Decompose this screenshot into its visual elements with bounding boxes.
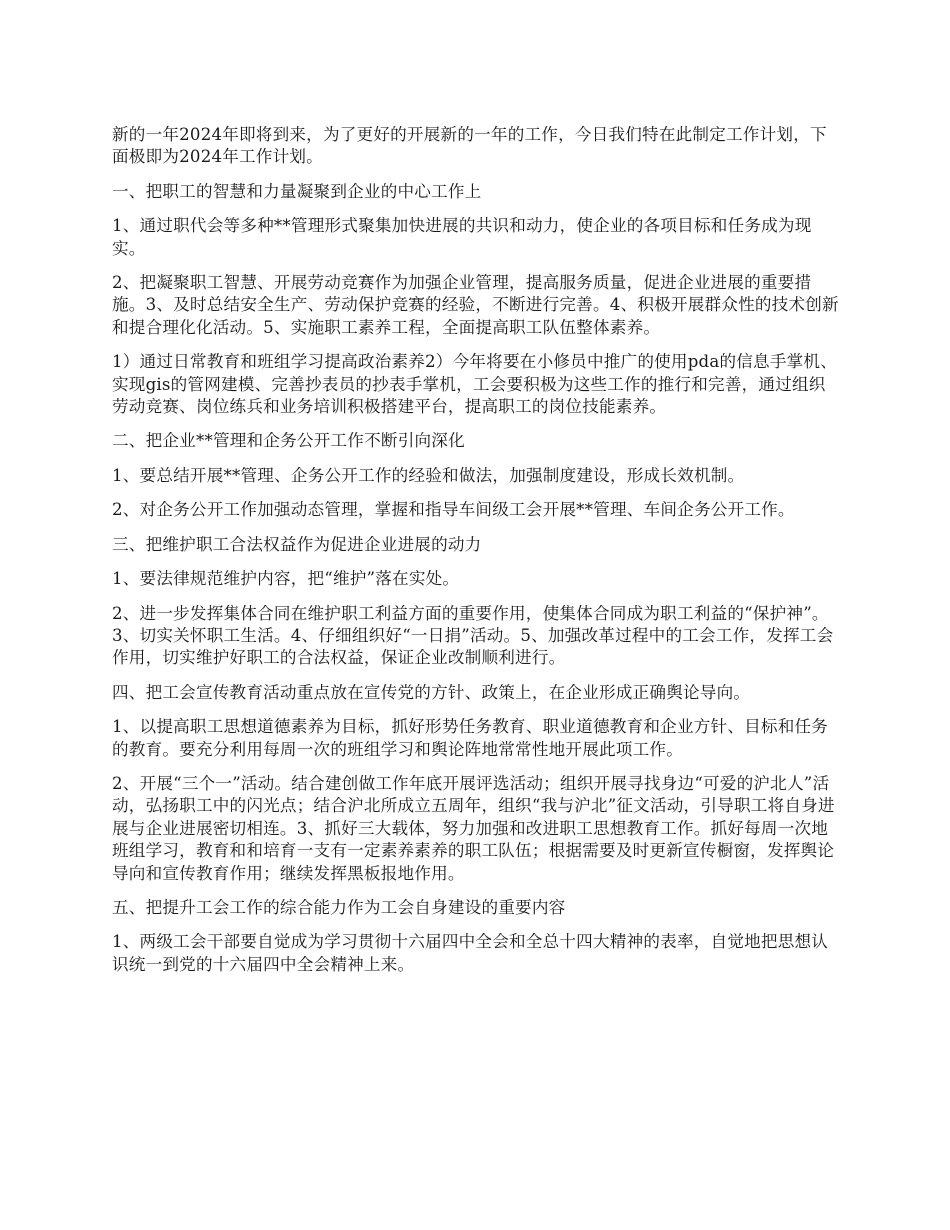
paragraph: 1、要总结开展**管理、企务公开工作的经验和做法，加强制度建设，形成长效机制。 bbox=[112, 465, 745, 485]
paragraph: 1、两级工会干部要自觉成为学习贯彻十六届四中全会和全总十四大精神的表率，自觉地把思想认识统一到党的十六届四中全会精神上来。 bbox=[112, 932, 829, 974]
section-heading-1: 一、把职工的智慧和力量凝聚到企业的中心工作上 bbox=[112, 181, 482, 201]
intro-paragraph: 新的一年2024年即将到来，为了更好的开展新的一年的工作，今日我们特在此制定工作计划，下面极即为2024年工作计划。 bbox=[112, 125, 827, 167]
paragraph: 2、开展“三个一”活动。结合建创做工作年底开展评选活动；组织开展寻找身边“可爱的沪北人”活动，弘扬职工中的闪光点；结合沪北所成立五周年，组织“我与沪北”征文活动，引导职工将自身进展与企业进展密切相连。3、抓好三大载体，努力加强和改进职工思想教育工作。抓好每周一次地班组学习，教育和和培育一支有一定素养素养的职工队伍；根据需要及时更新宣传橱窗，发挥舆论导向和宣传教育作用；继续发挥黑板报地作用。 bbox=[112, 773, 835, 883]
paragraph: 1、以提高职工思想道德素养为目标，抓好形势任务教育、职业道德教育和企业方针、目标和任务的教育。要充分利用每周一次的班组学习和舆论阵地常常性地开展此项工作。 bbox=[112, 717, 829, 759]
paragraph: 1、通过职代会等多种**管理形式聚集加快进展的共识和动力，使企业的各项目标和任务成为现实。 bbox=[112, 216, 812, 258]
paragraph: 2、把凝聚职工智慧、开展劳动竞赛作为加强企业管理，提高服务质量，促进企业进展的重要措施。3、及时总结安全生产、劳动保护竞赛的经验，不断进行完善。4、积极开展群众性的技术创新和提合理化化活动。5、实施职工素养工程，全面提高职工队伍整体素养。 bbox=[112, 273, 839, 337]
paragraph: 1）通过日常教育和班组学习提高政治素养2）今年将要在小修员中推广的使用pda的信息手掌机、实现gis的管网建模、完善抄表员的抄表手掌机，工会要积极为这些工作的推行和完善，通过组织劳动竞赛、岗位练兵和业务培训积极搭建平台，提高职工的岗位技能素养。 bbox=[112, 352, 837, 417]
section-heading-3: 三、把维护职工合法权益作为促进企业进展的动力 bbox=[112, 534, 482, 554]
section-heading-5: 五、把提升工会工作的综合能力作为工会自身建设的重要内容 bbox=[112, 897, 566, 917]
section-heading-4: 四、把工会宣传教育活动重点放在宣传党的方针、政策上，在企业形成正确舆论导向。 bbox=[112, 682, 751, 702]
paragraph: 1、要法律规范维护内容，把“维护”落在实处。 bbox=[112, 569, 460, 589]
paragraph: 2、进一步发挥集体合同在维护职工利益方面的重要作用，使集体合同成为职工利益的“保护神”。3、切实关怀职工生活。4、仔细组织好“一日捐”活动。5、加强改革过程中的工会工作，发挥工会作用，切实维护好职工的合法权益，保证企业改制顺利进行。 bbox=[112, 603, 834, 668]
document-body bbox=[112, 124, 842, 988]
paragraph: 2、对企务公开工作加强动态管理，掌握和指导车间级工会开展**管理、车间企务公开工作。 bbox=[112, 500, 795, 520]
section-heading-2: 二、把企业**管理和企务公开工作不断引向深化 bbox=[112, 431, 465, 451]
